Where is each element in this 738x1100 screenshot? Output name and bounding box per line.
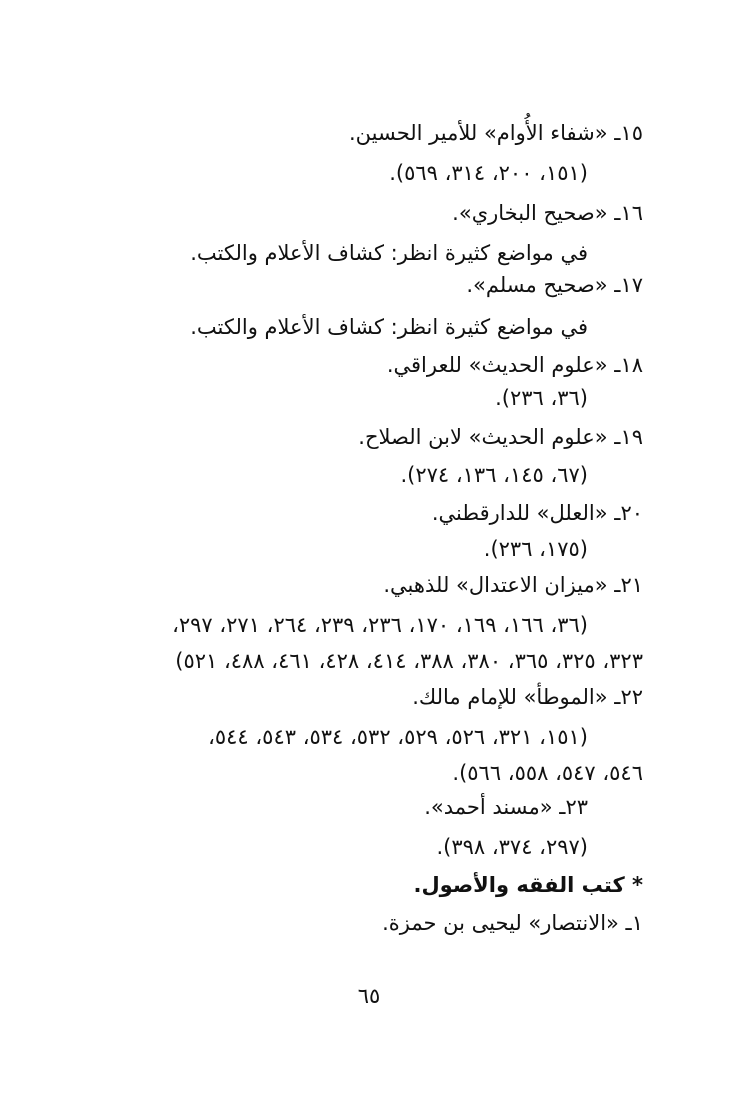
- text-line-4: في مواضع كثيرة انظر: كشاف الأعلام والكتب.: [190, 241, 588, 265]
- text-line-19: ٢٣ـ «مسند أحمد».: [424, 795, 588, 819]
- text-line-18: ٥٤٦، ٥٤٧، ٥٥٨، ٥٦٦).: [452, 761, 643, 785]
- text-line-8: (٣٦، ٢٣٦).: [495, 386, 588, 410]
- text-line-20: (٢٩٧، ٣٧٤، ٣٩٨).: [436, 835, 588, 859]
- text-line-13: ٢١ـ «ميزان الاعتدال» للذهبي.: [383, 573, 643, 597]
- text-line-22: ١ـ «الانتصار» ليحيى بن حمزة.: [382, 911, 643, 935]
- text-line-6: في مواضع كثيرة انظر: كشاف الأعلام والكتب.: [190, 315, 588, 339]
- text-line-11: ٢٠ـ «العلل» للدارقطني.: [431, 501, 643, 525]
- text-line-5: ١٧ـ «صحيح مسلم».: [466, 273, 643, 297]
- text-line-3: ١٦ـ «صحيح البخاري».: [452, 201, 643, 225]
- text-line-7: ١٨ـ «علوم الحديث» للعراقي.: [386, 353, 643, 377]
- text-line-1: ١٥ـ «شفاء الأُوام» للأمير الحسين.: [348, 121, 643, 145]
- text-line-2: (١٥١، ٢٠٠، ٣١٤، ٥٦٩).: [389, 161, 588, 185]
- text-line-14: (٣٦، ١٦٦، ١٦٩، ١٧٠، ٢٣٦، ٢٣٩، ٢٦٤، ٢٧١، ٢٩٧،: [172, 613, 588, 637]
- page-number: ٦٥: [357, 984, 381, 1008]
- text-line-15: ٣٢٣، ٣٢٥، ٣٦٥، ٣٨٠، ٣٨٨، ٤١٤، ٤٢٨، ٤٦١، ٤٨٨، ٥٢١): [175, 649, 643, 673]
- text-line-16: ٢٢ـ «الموطأ» للإمام مالك.: [412, 685, 643, 709]
- text-line-17: (١٥١، ٣٢١، ٥٢٦، ٥٢٩، ٥٣٢، ٥٣٤، ٥٤٣، ٥٤٤،: [208, 725, 588, 749]
- text-line-12: (١٧٥، ٢٣٦).: [483, 537, 588, 561]
- text-line-10: (٦٧، ١٤٥، ١٣٦، ٢٧٤).: [400, 463, 588, 487]
- text-line-9: ١٩ـ «علوم الحديث» لابن الصلاح.: [358, 425, 643, 449]
- section-heading: * كتب الفقه والأصول.: [413, 873, 643, 897]
